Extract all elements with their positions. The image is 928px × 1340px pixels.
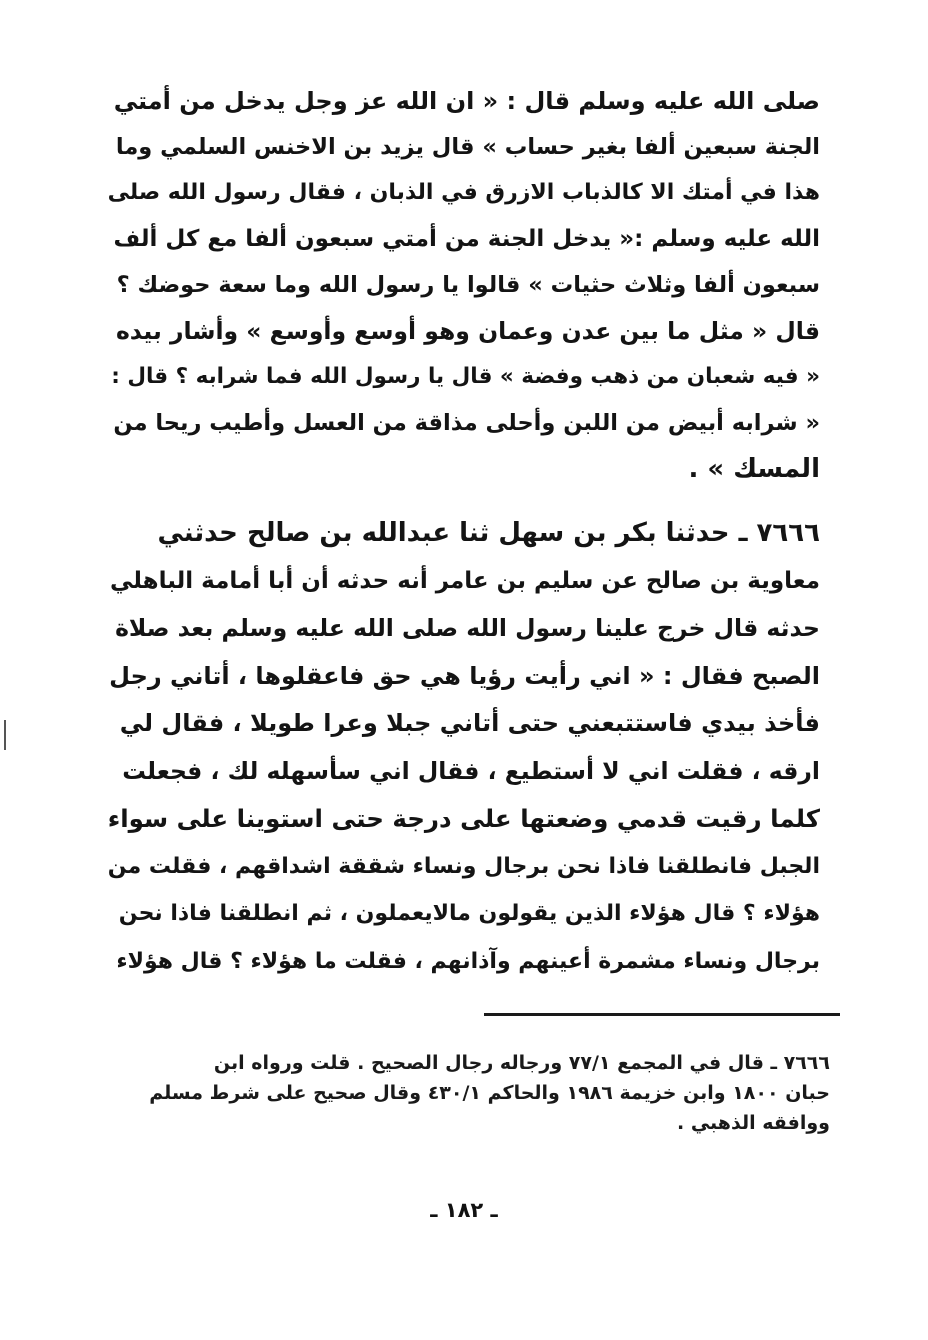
page-number: ـ ١٨٢ ـ	[430, 1198, 498, 1222]
text-line: كلما رقيت قدمي وضعتها على درجة حتى استوينا على سواء	[108, 804, 820, 833]
text-line: الجبل فانطلقنا فاذا نحن برجال ونساء شققة اشداقهم ، فقلت من	[108, 853, 820, 879]
footnote-line: ٧٦٦٦ ـ قال في المجمع ٧٧/١ ورجاله رجال الصحيح . قلت ورواه ابن	[213, 1052, 830, 1074]
text-line: معاوية بن صالح عن سليم بن عامر أنه حدثه أن أبا أمامة الباهلي	[110, 567, 820, 594]
text-line: الله عليه وسلم :« يدخل الجنة من أمتي سبعون ألفا مع كل ألف	[113, 226, 820, 252]
text-line: « شرابه أبيض من اللبن وأحلى مذاقة من العسل وأطيب ريحا من	[113, 410, 820, 436]
footnote	[118, 1048, 830, 1138]
text-line: فأخذ بيدي فاستتبعني حتى أتاني جبلا وعرا طويلا ، فقال لي	[119, 709, 820, 737]
main-text-paragraph-2	[108, 510, 820, 985]
text-line: الجنة سبعين ألفا بغير حساب » قال يزيد بن الاخنس السلمي وما	[115, 134, 820, 160]
footnote-line: ووافقه الذهبي .	[677, 1112, 830, 1134]
hadith-header-line: ٧٦٦٦ ـ حدثنا بكر بن سهل ثنا عبدالله بن صالح حدثني	[157, 518, 820, 548]
footnote-separator-rule	[484, 1013, 840, 1016]
text-line: المسك » .	[688, 454, 820, 484]
text-line: « فيه شعبان من ذهب وفضة » قال يا رسول الله فما شرابه ؟ قال :	[111, 364, 820, 389]
text-line: هؤلاء ؟ قال هؤلاء الذين يقولون مالايعملون ، ثم انطلقنا فاذا نحن	[118, 901, 820, 926]
margin-mark	[4, 720, 6, 750]
text-line: ارقه ، فقلت اني لا أستطيع ، فقال اني سأسهله لك ، فجعلت	[122, 756, 820, 785]
text-line: برجال ونساء مشمرة أعينهم وآذانهم ، فقلت ما هؤلاء ؟ قال هؤلاء	[116, 948, 820, 974]
text-line: الصبح فقال : « اني رأيت رؤيا هي حق فاعقلوها ، أتاني رجل	[109, 661, 820, 690]
text-line: صلى الله عليه وسلم قال : « ان الله عز وجل يدخل من أمتي	[113, 87, 820, 115]
footnote-line: حبان ١٨٠٠ وابن خزيمة ١٩٨٦ والحاكم ٤٣٠/١ وقال صحيح على شرط مسلم	[149, 1082, 830, 1104]
text-line: سبعون ألفا وثلاث حثيات » قالوا يا رسول الله وما سعة حوضك ؟	[116, 272, 820, 298]
text-line: حدثه قال خرج علينا رسول الله صلى الله عليه وسلم بعد صلاة	[115, 614, 820, 642]
main-text-paragraph-1	[108, 78, 820, 492]
text-line: قال « مثل ما بين عدن وعمان وهو أوسع وأوسع » وأشار بيده	[115, 317, 820, 345]
text-line: هذا في أمتك الا كالذباب الازرق في الذبان ، فقال رسول الله صلى	[108, 180, 820, 205]
